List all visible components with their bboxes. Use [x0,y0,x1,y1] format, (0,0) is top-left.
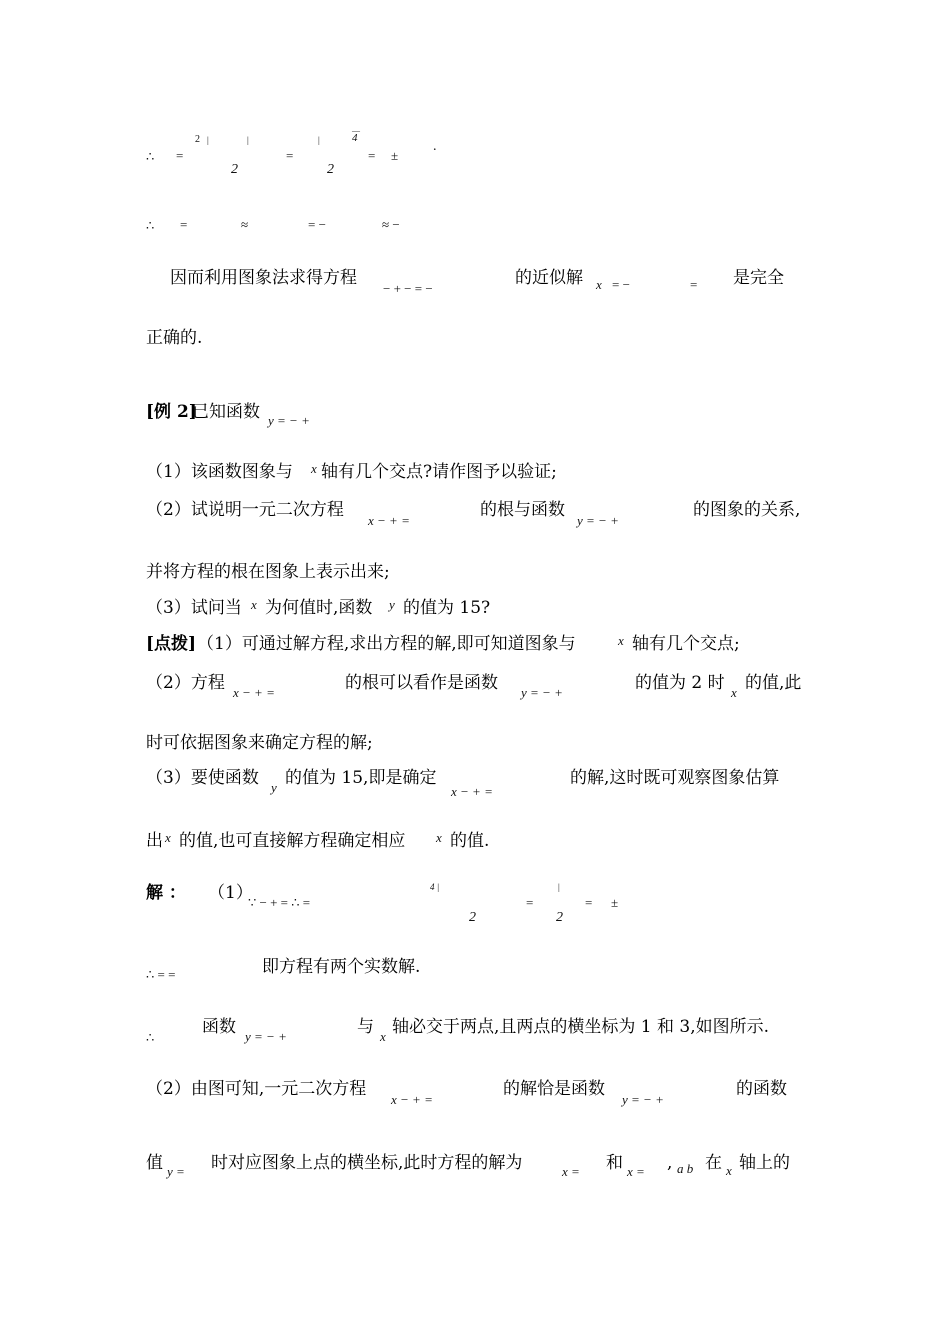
equals-minus: = − [308,217,326,232]
variable-x: x [436,830,442,845]
variable-x: x [165,830,171,845]
hint-text: （2）方程 [146,673,225,693]
function-expression: y = − + [521,685,563,700]
fraction-numerator: 4 | [430,882,440,892]
fraction-denominator: 2 [231,162,238,177]
hint-text: （3）要使函数 [146,768,259,788]
solution-text: 即方程有两个实数解. [262,957,421,977]
fraction-numerator: 4 [352,132,358,144]
fraction-mark: | [207,135,209,145]
variable-x: x [618,633,624,648]
example-text: 已知函数 [192,402,260,422]
approx-sign: ≈ [241,217,249,232]
example-heading: [例 2] [146,402,197,422]
solution-part: （1） [208,883,253,903]
variable-x: x [251,597,257,612]
plus-minus-sign: ± [611,895,619,910]
equation-fragment: x = [562,1164,580,1179]
equation-fragment: x − + = [233,685,275,700]
solution-text: 函数 [202,1017,236,1037]
question-2-text: 的根与函数 [480,500,565,520]
therefore-symbol: ∴ [146,1030,155,1045]
therefore-symbol: ∴ [146,218,155,233]
variables-a-b: a b [677,1161,694,1176]
paragraph-text: 的近似解 [515,268,583,288]
hint-text: 的根可以看作是函数 [345,673,498,693]
hint-text: 的值为 2 时 [635,673,725,693]
variable-y: y [271,780,277,795]
fraction-numerator: 2 [195,134,200,145]
equation-fragment: x − + = [391,1092,433,1107]
question-2-text: 的图象的关系, [693,500,801,520]
equals-sign: = [286,148,294,163]
hint-text: 的解,这时既可观察图象估算 [570,768,780,788]
paragraph-text: 因而利用图象法求得方程 [170,268,357,288]
question-3-text: 的值为 15? [403,598,491,618]
radical-bar: — [352,126,360,135]
period: . [433,139,437,154]
equation-fragment: = [690,277,698,292]
function-expression: y = − + [622,1092,664,1107]
hint-text: 时可依据图象来确定方程的解; [146,733,373,753]
equation-fragment: ∴ = = [146,967,176,982]
solution-text: 与 [357,1017,374,1037]
question-3: （3）试问当 [146,598,242,618]
solution-text: 值 [146,1153,163,1173]
paragraph-text: 是完全 [733,268,784,288]
approx-minus: ≈ − [382,217,400,232]
hint-text: 的值,也可直接解方程确定相应 [179,831,406,851]
solution-text: 轴必交于两点,且两点的横坐标为 1 和 3,如图所示. [392,1017,770,1037]
hint-text: 轴有几个交点; [632,634,740,654]
hint-heading: [点拨] [146,634,197,654]
hint-text: 的值为 15,即是确定 [285,768,437,788]
equation-fragment: = − [612,277,630,292]
equals-sign: = [180,217,188,232]
hint-text: 的值,此 [745,673,802,693]
equation-fragment: y = [167,1164,185,1179]
equals-sign: = [526,895,534,910]
question-2: （2）试说明一元二次方程 [146,500,344,520]
variable-x: x [726,1163,732,1178]
function-expression: y = − + [577,513,619,528]
equals-sign: = [585,895,593,910]
equation-fragment: x − + = [451,784,493,799]
question-1: （1）该函数图象与 [146,462,293,482]
solution-text: 时对应图象上点的横坐标,此时方程的解为 [211,1153,523,1173]
hint-text: 出 [146,831,163,851]
variable-x: x [311,461,317,476]
question-3-text: 为何值时,函数 [265,598,373,618]
solution-text: 的函数 [736,1079,787,1099]
fraction-mark: | [247,135,249,145]
solution-part: （2）由图可知,一元二次方程 [146,1079,367,1099]
therefore-symbol: ∴ [146,149,155,164]
question-1-text: 轴有几个交点?请作图予以验证; [321,462,557,482]
solution-text: 轴上的 [739,1153,790,1173]
solution-text: 的解恰是函数 [503,1079,605,1099]
hint-text: （1）可通过解方程,求出方程的解,即可知道图象与 [197,634,576,654]
equation-fragment: − + − = − [383,281,433,296]
function-expression: y = − + [268,413,310,428]
fraction-denominator: 2 [469,910,476,925]
question-2-text: 并将方程的根在图象上表示出来; [146,562,390,582]
function-expression: y = − + [245,1029,287,1044]
variable-y: y [389,597,395,612]
solution-heading: 解 ： [146,883,186,903]
solution-text: 在 [705,1153,722,1173]
equals-sign: = [368,148,376,163]
hint-text: 的值. [450,831,490,851]
comma: , [667,1153,673,1173]
fraction-mark: | [558,882,560,892]
fraction-denominator: 2 [327,162,334,177]
equation-fragment: x = [627,1164,645,1179]
plus-minus-sign: ± [391,148,399,163]
solution-text: 和 [606,1153,623,1173]
equation-fragment: x − + = [368,513,410,528]
equals-sign: = [176,148,184,163]
fraction-denominator: 2 [556,910,563,925]
paragraph-text: 正确的. [146,328,203,348]
variable-x: x [380,1029,386,1044]
variable-x: x [596,277,602,292]
fraction-mark: | [318,135,320,145]
equation-fragment: ∵ − + = ∴ = [248,895,311,910]
variable-x: x [731,685,737,700]
